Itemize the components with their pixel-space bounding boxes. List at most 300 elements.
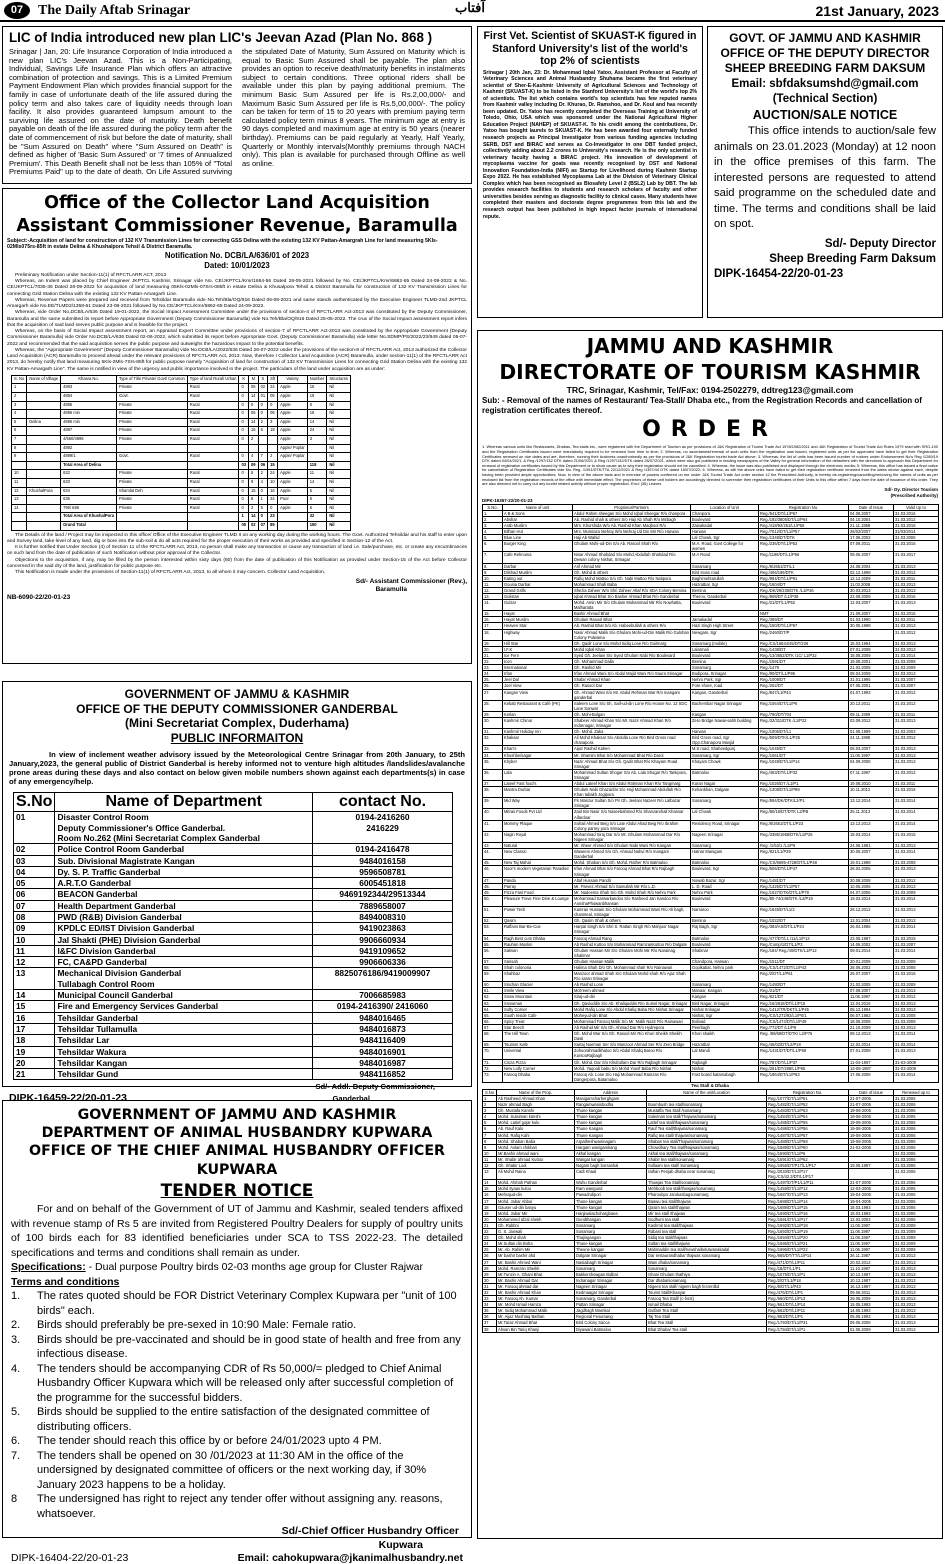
- table-cell: 6: [307, 487, 327, 496]
- table-cell: 20.12.2011: [849, 700, 894, 711]
- terms-item: [11, 1492, 463, 1521]
- table-cell: Reg./80/16/DT/DTK L2/PB: [759, 809, 849, 820]
- table-cell: Gulzar: [503, 600, 573, 611]
- table-row: [483, 717, 939, 728]
- table-cell: Reg./1604/DT: [759, 581, 849, 587]
- sheep-body: This office intends to auction/sale few animals on 23.01.2023 (Monday) at 12 noon in the office premises of this farm. The interested persons are requested to attend said programme on the scheduled date and time. The terms and conditions shall be laid on spot.: [714, 125, 936, 230]
- table-cell: 21.09.2007: [849, 611, 894, 617]
- table-row: [14, 855, 453, 866]
- table-cell: 8.: [483, 563, 503, 569]
- table-cell: Sollaam tea stall/ Sonamarg: [647, 1163, 767, 1169]
- table-cell: 11.03.2008: [849, 581, 894, 587]
- table-cell: 01.03.1990: [849, 617, 894, 623]
- kupwara-tender-title: TENDER NOTICE: [160, 1181, 314, 1201]
- table-cell: 31.03.2009: [894, 1229, 939, 1235]
- table-cell: Pattan Srinagar: [575, 1302, 647, 1308]
- table-cell: [27, 384, 61, 393]
- table-cell: Municipal Council Ganderbal: [55, 990, 313, 1001]
- kupwara-tender: [2, 1100, 472, 1564]
- table-cell: 13.: [483, 594, 503, 600]
- terms-item-number: 2.: [11, 1319, 21, 1331]
- table-cell: Total Area of KhushalPora: [61, 513, 117, 522]
- table-cell: Reg./1688/DT/L1/P14: [767, 1198, 849, 1204]
- table-cell: Apple: [278, 435, 308, 444]
- table-cell: 31.03.2013: [894, 1048, 939, 1059]
- table-cell: 8494008310: [313, 911, 453, 922]
- table-cell: Gousia Darbar: [503, 581, 573, 587]
- kupwara-office: OFFICE OF THE CHIEF ANIMAL HUSBANDRY OFFICER KUPWARA: [29, 1143, 445, 1178]
- table-cell: 31.03.2006: [894, 1132, 939, 1138]
- table-row: [12, 401, 351, 410]
- table-cell: Abshar: [503, 516, 573, 522]
- table-cell: Nil: [327, 461, 351, 470]
- table-cell: 31.03.2013: [894, 1308, 939, 1314]
- table-cell: 18.03.1993: [849, 1204, 894, 1210]
- table-cell: 31.03.2012: [894, 516, 939, 522]
- table-cell: A.R.T.O Ganderbal: [55, 878, 313, 889]
- table-cell: [187, 513, 239, 522]
- table-cell: 5: [483, 1120, 497, 1126]
- table-cell: Thune kangan: [575, 1204, 647, 1210]
- table-cell: 9469192344/29513344: [313, 889, 453, 900]
- table-cell: 15: [249, 427, 259, 436]
- table-cell: Ali Mohd Khaksar S/o Abdulla Lone R/o Bird Gross road chanapora: [573, 735, 691, 746]
- table-cell: 26: [483, 1253, 497, 1259]
- table-cell: Indranagar Srinagar: [575, 1277, 647, 1283]
- table-cell: rathan Penjab dhaba near sonamarg: [647, 1169, 767, 1180]
- table-cell: Private: [117, 470, 188, 479]
- table-cell: [27, 401, 61, 410]
- table-cell: Reg./262/DT: [759, 683, 849, 689]
- table-cell: Irfan Ahmad Wani S/o Abdul Majid Wani R/o Saura Srinagar: [573, 671, 691, 677]
- table-cell: 3: [12, 401, 27, 410]
- table-cell: Sonamarg: [691, 982, 759, 988]
- table-cell: Rural: [187, 410, 239, 419]
- table-cell: International: [503, 665, 573, 671]
- table-cell: 11.06.1997: [849, 752, 894, 758]
- table-cell: Thune kangan: [575, 1241, 647, 1247]
- table-cell: 05: [14, 878, 55, 889]
- table-cell: 31.03.2013: [894, 1259, 939, 1265]
- table-cell: Reg./1497/DT/P1/L1/P11: [767, 1180, 849, 1186]
- table-cell: Bird Gross road, Sgr Opp.Chanapora Masjid: [691, 735, 759, 746]
- table-cell: 14.05.1993: [849, 1308, 894, 1314]
- table-cell: [27, 521, 61, 530]
- preamble-text: 3.: [757, 453, 763, 459]
- table-cell: 0: [239, 410, 249, 419]
- table-cell: 31.03.2008: [894, 965, 939, 971]
- table-cell: Gulistan: [503, 594, 573, 600]
- table-cell: Lal Chowk: [691, 809, 759, 820]
- table-cell: Natural: [503, 843, 573, 849]
- table-cell: 07.11.1997: [849, 769, 894, 780]
- table-cell: Nishat Srinagar: [691, 1006, 759, 1012]
- table-cell: Reg. /1/53/1 /L1/P9: [759, 843, 849, 849]
- table-cell: [187, 444, 239, 453]
- table-cell: 63.: [483, 1000, 503, 1006]
- collector-dipk: NB-6090-22/20-01-23: [7, 594, 71, 602]
- table-cell: Ghani Ghulam thathiya: [647, 1271, 767, 1277]
- table-cell: Eating out: [503, 575, 573, 581]
- table-cell: Apple/ Poplar: [278, 453, 308, 462]
- table-row: [14, 1001, 453, 1012]
- table-row: [12, 410, 351, 419]
- table-row: [483, 1169, 939, 1180]
- table-cell: 14: [249, 513, 259, 522]
- table-cell: Ghulam Mohi-ud-Din S/o Ab. Rasool Shah R/o: [573, 541, 691, 552]
- table-cell: 14: [483, 1180, 497, 1186]
- table-cell: 05: [249, 410, 259, 419]
- table-cell: 31.03.2013: [894, 600, 939, 611]
- table-cell: 9484016901: [313, 1046, 453, 1057]
- table-cell: [278, 513, 308, 522]
- table-cell: 05.05.1993: [849, 1314, 894, 1320]
- table-cell: Thune kangan: [575, 1108, 647, 1114]
- table-cell: 21.10.2009: [849, 1024, 894, 1030]
- table-row: [14, 1023, 453, 1034]
- table-cell: 31.03.2013: [894, 1271, 939, 1277]
- table-cell: 27.: [483, 689, 503, 700]
- table-row: [483, 735, 939, 746]
- table-cell: 09: [14, 923, 55, 934]
- collector-subtitle: Assistant Commissioner Revenue, Baramulla: [16, 216, 458, 236]
- table-cell: 11.06.1997: [849, 994, 894, 1000]
- table-cell: 31.03.2006: [894, 1198, 939, 1204]
- table-cell: Govt.: [117, 393, 188, 402]
- table-cell: Mehboob tea stall/thowjas/sonamarg: [647, 1186, 767, 1192]
- table-cell: [258, 444, 268, 453]
- ganderbal-title: PUBLIC INFORMAITON: [170, 730, 304, 745]
- table-cell: 633: [61, 478, 117, 487]
- table-cell: 31.03.2015: [894, 935, 939, 941]
- table-cell: [27, 513, 61, 522]
- table-cell: Rauhan Muslim: [503, 941, 573, 947]
- table-cell: 31: [483, 1283, 497, 1289]
- table-cell: Reg./1348/DT/DTK: [759, 535, 849, 541]
- table-cell: Farooq Ahmad Rang: [573, 935, 691, 941]
- table-cell: Mohammad Siraj Dar S/o Mr. Ghulam Mohammad Dar R/o Nigeen Srinagar: [573, 831, 691, 842]
- table-cell: Manzoor ahmad Shah S/o Ghulam Mohd shah R/o Ajaz Shah R/o saran Srinagar: [573, 971, 691, 982]
- table-cell: Gh. Rasool Dar: [573, 683, 691, 689]
- table-cell: 2: [249, 504, 259, 513]
- table-cell: 17: [483, 1198, 497, 1204]
- table-cell: 4895: [61, 401, 117, 410]
- table-cell: 31.03.2012: [894, 735, 939, 746]
- column-header: Registration No.: [767, 1089, 849, 1095]
- table-cell: 04.10.2004: [849, 516, 894, 522]
- table-row: [483, 798, 939, 809]
- table-cell: Bakkershowgan Bidbar: [575, 1271, 647, 1277]
- column-header: S.No: [483, 1089, 497, 1095]
- column-header: Address: [575, 1089, 647, 1095]
- table-cell: 15: [483, 1186, 497, 1192]
- table-cell: Pizza Fast Food: [503, 889, 573, 895]
- table-cell: 24.08.2004: [849, 563, 894, 569]
- table-cell: Reg./1308/DT/L1/P99: [759, 787, 849, 798]
- table-cell: Ice Fern: [503, 652, 573, 658]
- table-cell: [117, 461, 188, 470]
- collector-para: It is further notified that Under Section (4) of Section 11 of the RFCTLARR Act, 2013, no person shall make any transaction or cause any transaction of land i.e. Sale/purchase, etc. or create any encumbrances on such land from the date of publication of such Notification without prior approval of the Collector.: [7, 545, 467, 557]
- table-cell: 0: [239, 427, 249, 436]
- table-row: [12, 418, 351, 427]
- table-cell: 21-07-2005: [849, 1180, 894, 1186]
- table-cell: Akhal kangan: [575, 1150, 647, 1156]
- table-cell: 31.03.2006: [894, 1108, 939, 1114]
- table-cell: 14: [307, 478, 327, 487]
- table-cell: Reg./21/DT/L1/P52: [759, 600, 849, 611]
- table-cell: Apple: [278, 384, 308, 393]
- lic-article: [2, 26, 472, 184]
- table-cell: 4892: [61, 444, 117, 453]
- terms-item: [11, 1434, 463, 1449]
- table-cell: Jeel Dal: [503, 677, 573, 683]
- table-cell: 54.: [483, 935, 503, 941]
- table-row: [14, 812, 453, 844]
- table-cell: Zainakadal: [691, 522, 759, 528]
- table-cell: 65.: [483, 1012, 503, 1018]
- table-cell: Ahsan Bin Tariq Khanji: [497, 1326, 575, 1332]
- table-cell: 0: [239, 487, 249, 496]
- table-row: [14, 990, 453, 1001]
- table-cell: Reg./1591/DT: [759, 659, 849, 665]
- table-cell: Reg./1696/DT/L1/P22: [767, 1247, 849, 1253]
- table-cell: Reg./541/DT/L1/P67: [759, 510, 849, 516]
- table-cell: 31.03.2007: [894, 941, 939, 947]
- table-cell: Private: [117, 401, 188, 410]
- table-cell: 13: [483, 1169, 497, 1180]
- table-cell: Lateef Fast food's: [503, 781, 573, 787]
- table-cell: Rural: [187, 401, 239, 410]
- table-cell: Mr. Farooq Ah. Kumar: [497, 1296, 575, 1302]
- table-cell: Gundthangan: [575, 1216, 647, 1222]
- table-cell: Sultan tea stall/thajwas: [647, 1241, 767, 1247]
- tourism-restaurant-table: [482, 504, 939, 1083]
- column-header: K: [239, 375, 249, 384]
- table-cell: Boulevard: [691, 600, 759, 611]
- table-cell: 32: [483, 1289, 497, 1295]
- preamble-text: Whereas, the issue was also published and displayed through the electronic media;: [711, 462, 857, 468]
- table-cell: Chowdhary Tea stall/Najwas/sonamarg: [647, 1144, 767, 1150]
- table-cell: Reg./1486/DT/L1/P56: [767, 1126, 849, 1132]
- table-cell: Private: [117, 427, 188, 436]
- table-cell: Cafe Rehnuma: [503, 552, 573, 563]
- table-cell: Mr. Bashir Ahmad Dar: [497, 1277, 575, 1283]
- table-cell: 32.: [483, 735, 503, 746]
- table-cell: 24: [483, 1241, 497, 1247]
- table-cell: 05.12.1994: [849, 1006, 894, 1012]
- table-cell: Nowab Bazar, Sgr: [691, 877, 759, 883]
- table-cell: Reg./16/2818/DT/L1/P15: [759, 1000, 849, 1006]
- table-cell: Sonamarg: [691, 798, 759, 809]
- table-cell: Reg./663/DT/L1/P1: [767, 1314, 849, 1320]
- column-header: S: [258, 375, 268, 384]
- table-cell: Reg./1482/DT/L1/P52: [767, 1102, 849, 1108]
- column-header: contact No.: [313, 793, 453, 812]
- table-cell: Kashmir tea stall/thajwas: [647, 1222, 767, 1228]
- table-row: [12, 435, 351, 444]
- table-cell: Boulevard, Sgr: [691, 866, 759, 877]
- table-cell: Harwan: [691, 729, 759, 735]
- table-row: [14, 866, 453, 877]
- table-cell: 36.: [483, 769, 503, 780]
- table-cell: Tehsildar Lar: [55, 1035, 313, 1046]
- table-cell: Reg./CS/1472/DT/L1/P43: [759, 965, 849, 971]
- table-cell: Gh. Qadir Lone S/o Mohd Sidiq Lone R/o Guilmarg: [573, 640, 691, 646]
- table-cell: Hargam wanigamkang: [575, 1144, 647, 1150]
- table-cell: Mohd. Amin Mir S/o Ghulam Mohammad Mir R/o Nowhatta, Malharatta: [573, 600, 691, 611]
- table-cell: 31.03.2011: [894, 617, 939, 623]
- table-cell: Gulfam Tea Stall: [647, 1308, 767, 1314]
- table-cell: 0194-2416390/ 2416060: [313, 1001, 453, 1012]
- table-cell: Farooq Tea Stall/ (c-host): [647, 1296, 767, 1302]
- table-cell: Nil: [327, 487, 351, 496]
- table-cell: Harwan: [691, 528, 759, 534]
- table-cell: Reg./594/DK/DTK/L2/P1: [759, 798, 849, 809]
- table-cell: 12.03.2007: [849, 600, 894, 611]
- ganderbal-office: OFFICE OF THE DEPUTY COMMISSIONER GANDERBAL: [76, 701, 398, 716]
- table-cell: 20.08.2008: [849, 877, 894, 883]
- table-cell: Nagin Royal: [503, 831, 573, 842]
- table-cell: Arpatheshwaninagam: [575, 1138, 647, 1144]
- table-cell: Softy Corner: [503, 1006, 573, 1012]
- terms-item-number: 3.: [11, 1333, 21, 1346]
- table-cell: Ali Mohd Raina: [497, 1169, 575, 1180]
- table-cell: [849, 1169, 894, 1180]
- table-cell: Reg./772/DT /L1/P8: [759, 1024, 849, 1030]
- table-cell: Shamlat Deh: [117, 487, 188, 496]
- table-cell: Mohd Rafiq Lone S/o Abdul Khaliq Baba R/o Nishat Srinagar: [573, 1006, 691, 1012]
- table-cell: Rangamwanisbodha: [575, 1102, 647, 1108]
- table-cell: 4: [12, 410, 27, 419]
- table-row: [14, 844, 453, 855]
- tourism-order-heading: ORDER: [642, 417, 778, 443]
- table-cell: 29.: [483, 711, 503, 717]
- table-cell: Reg./1061/DT: [759, 752, 849, 758]
- table-cell: 30.03.2013: [849, 587, 894, 593]
- table-cell: 2.: [483, 516, 503, 522]
- table-cell: 24.: [483, 671, 503, 677]
- table-row: [483, 947, 939, 958]
- table-cell: 0: [258, 401, 268, 410]
- table-cell: 31.03.2013: [894, 1283, 939, 1289]
- table-row: [12, 513, 351, 522]
- table-cell: Gudhurn tea stall: [647, 1216, 767, 1222]
- table-cell: Tehsildar Ganderbal: [55, 1012, 313, 1023]
- table-cell: 14: [307, 418, 327, 427]
- table-cell: 31.03.2006: [894, 1102, 939, 1108]
- terms-item: [11, 1318, 463, 1333]
- table-cell: Moheyud-din Bhat: [573, 1012, 691, 1018]
- table-cell: Thajingangan: [575, 1235, 647, 1241]
- table-cell: 4894: [61, 393, 117, 402]
- table-cell: Ab. Rashid Bhat S/o Ab. Habeebullah & others R/o: [573, 623, 691, 629]
- table-cell: Snowman: [503, 1000, 573, 1006]
- terms-item-number: 1.: [11, 1290, 21, 1302]
- table-cell: 13: [12, 496, 27, 505]
- table-cell: Mr. Shamim Bhat S/o Mohammad Bhat R/o Darol: [573, 752, 691, 758]
- table-cell: 31.03.2014: [894, 849, 939, 860]
- table-cell: 04.09.2008: [849, 758, 894, 769]
- table-cell: 19.01.1988: [849, 860, 894, 866]
- table-cell: Nil: [327, 496, 351, 505]
- preamble-text: Now, in view of the above facts and in exercise of powers conferred on me under J&K Tourist Trade Act order section 12 the Prescribed Authority, is hereby de-registering/cancelling/removing the names of units as per enclosed list from the registration records of the office with immediate effect. The proprietors of these unit holders are accordingly directed to surrender their registration certificates of their Units to this office within 7 days from the date of issuance of this order. They are also directed not to carry out any tourist related activity without proper registration. Encl: (36) Leaves: [482, 472, 939, 487]
- table-row: [483, 769, 939, 780]
- table-cell: Halima Shah D/o Gh. Mohammad shah R/o Rainawari: [573, 965, 691, 971]
- table-cell: Pharoobpo Jarokasbagsonamarg: [647, 1192, 767, 1198]
- table-cell: 19-04-2005: [849, 1198, 894, 1204]
- table-cell: Nageen Srinagar: [575, 1283, 647, 1289]
- table-cell: Rural: [187, 453, 239, 462]
- table-cell: Grand Total: [61, 521, 117, 530]
- table-cell: Reg./1692/DT/L1/P18: [767, 1222, 849, 1228]
- table-cell: 10.05.2006: [849, 883, 894, 889]
- kupwara-terms-list: [11, 1289, 463, 1521]
- table-cell: Mohd. Shaban S/o Gh. Mohd. Rather R/o Batmaloo: [573, 860, 691, 866]
- table-cell: 04.08.2007: [849, 510, 894, 516]
- table-cell: 1: [483, 1095, 497, 1101]
- table-row: [483, 600, 939, 611]
- table-cell: Govt.: [117, 453, 188, 462]
- table-cell: 18.: [483, 629, 503, 640]
- table-cell: Reg./790/DT/704: [759, 711, 849, 717]
- table-cell: Mr. Sidiq Mohammad Malik: [497, 1308, 575, 1314]
- newspaper-logo: آفتاب: [455, 1, 485, 16]
- table-cell: Siraj-ud-din: [573, 994, 691, 1000]
- table-cell: 05: [239, 521, 249, 530]
- table-cell: Poor: [278, 496, 308, 505]
- table-cell: Nil: [327, 384, 351, 393]
- table-cell: 31.03.2013: [894, 1302, 939, 1308]
- table-cell: Mir tea stall /thajwas: [647, 1210, 767, 1216]
- table-cell: Nil: [327, 444, 351, 453]
- table-cell: 0194-2416478: [313, 844, 453, 855]
- table-cell: Bolivad: [691, 1018, 759, 1024]
- table-cell: Rural: [187, 478, 239, 487]
- table-cell: 10.11.2012: [849, 787, 894, 798]
- table-cell: [12, 521, 27, 530]
- table-cell: 25: [483, 1247, 497, 1253]
- table-cell: 9596508781: [313, 866, 453, 877]
- table-cell: 31.03.2013: [894, 883, 939, 889]
- ganderbal-signatory-place: Ganderbal: [332, 1094, 370, 1104]
- collector-prelim: Preliminary Notification under Section-11(1) of RFCTLARR ACT, 2013: [15, 272, 167, 278]
- table-cell: Mommy Plaque: [503, 820, 573, 831]
- preamble-text: Whereas various units like Restaurants, Dhabas, Tea stalls etc., were registered with the Department of Tourism as per provisions of J&K Registration of Tourist Trade Act 1978/1982/2011 and J&K Registration of Tourist Trade Act Rules 1979 read with SRO-190 and the Registration Certificates issued were mandatorily required to be renewed from time to time;: [482, 444, 938, 454]
- table-cell: 0: [239, 435, 249, 444]
- column-header: Variety: [278, 375, 308, 384]
- table-cell: Reg./1864/DT/L1/P63: [759, 1071, 849, 1082]
- table-cell: Batmaloo: [691, 860, 759, 866]
- table-cell: 3: [268, 418, 278, 427]
- table-cell: 31.03.2013: [894, 1277, 939, 1283]
- table-row: [12, 521, 351, 530]
- table-cell: [849, 629, 894, 640]
- table-cell: Apple: [278, 470, 308, 479]
- table-cell: 85: [268, 521, 278, 530]
- table-cell: 31.03.2014: [894, 820, 939, 831]
- sheep-signatory-office: Sheep Breeding Farm Daksum: [769, 252, 936, 265]
- table-cell: Reg./463/DT/L1/P32: [759, 769, 849, 780]
- table-cell: 2: [258, 418, 268, 427]
- table-cell: 16: [483, 1192, 497, 1198]
- table-cell: Residency Road, Srinagar: [691, 820, 759, 831]
- table-row: [12, 504, 351, 513]
- table-cell: 11.06.1997: [849, 1241, 894, 1247]
- column-header: Name of the Prop.: [497, 1089, 575, 1095]
- table-cell: 31.03.2013: [894, 988, 939, 994]
- table-cell: Reg./389/DT: [759, 617, 849, 623]
- tourism-dipk: DIPK-16357-22/20-01-23: [482, 498, 533, 504]
